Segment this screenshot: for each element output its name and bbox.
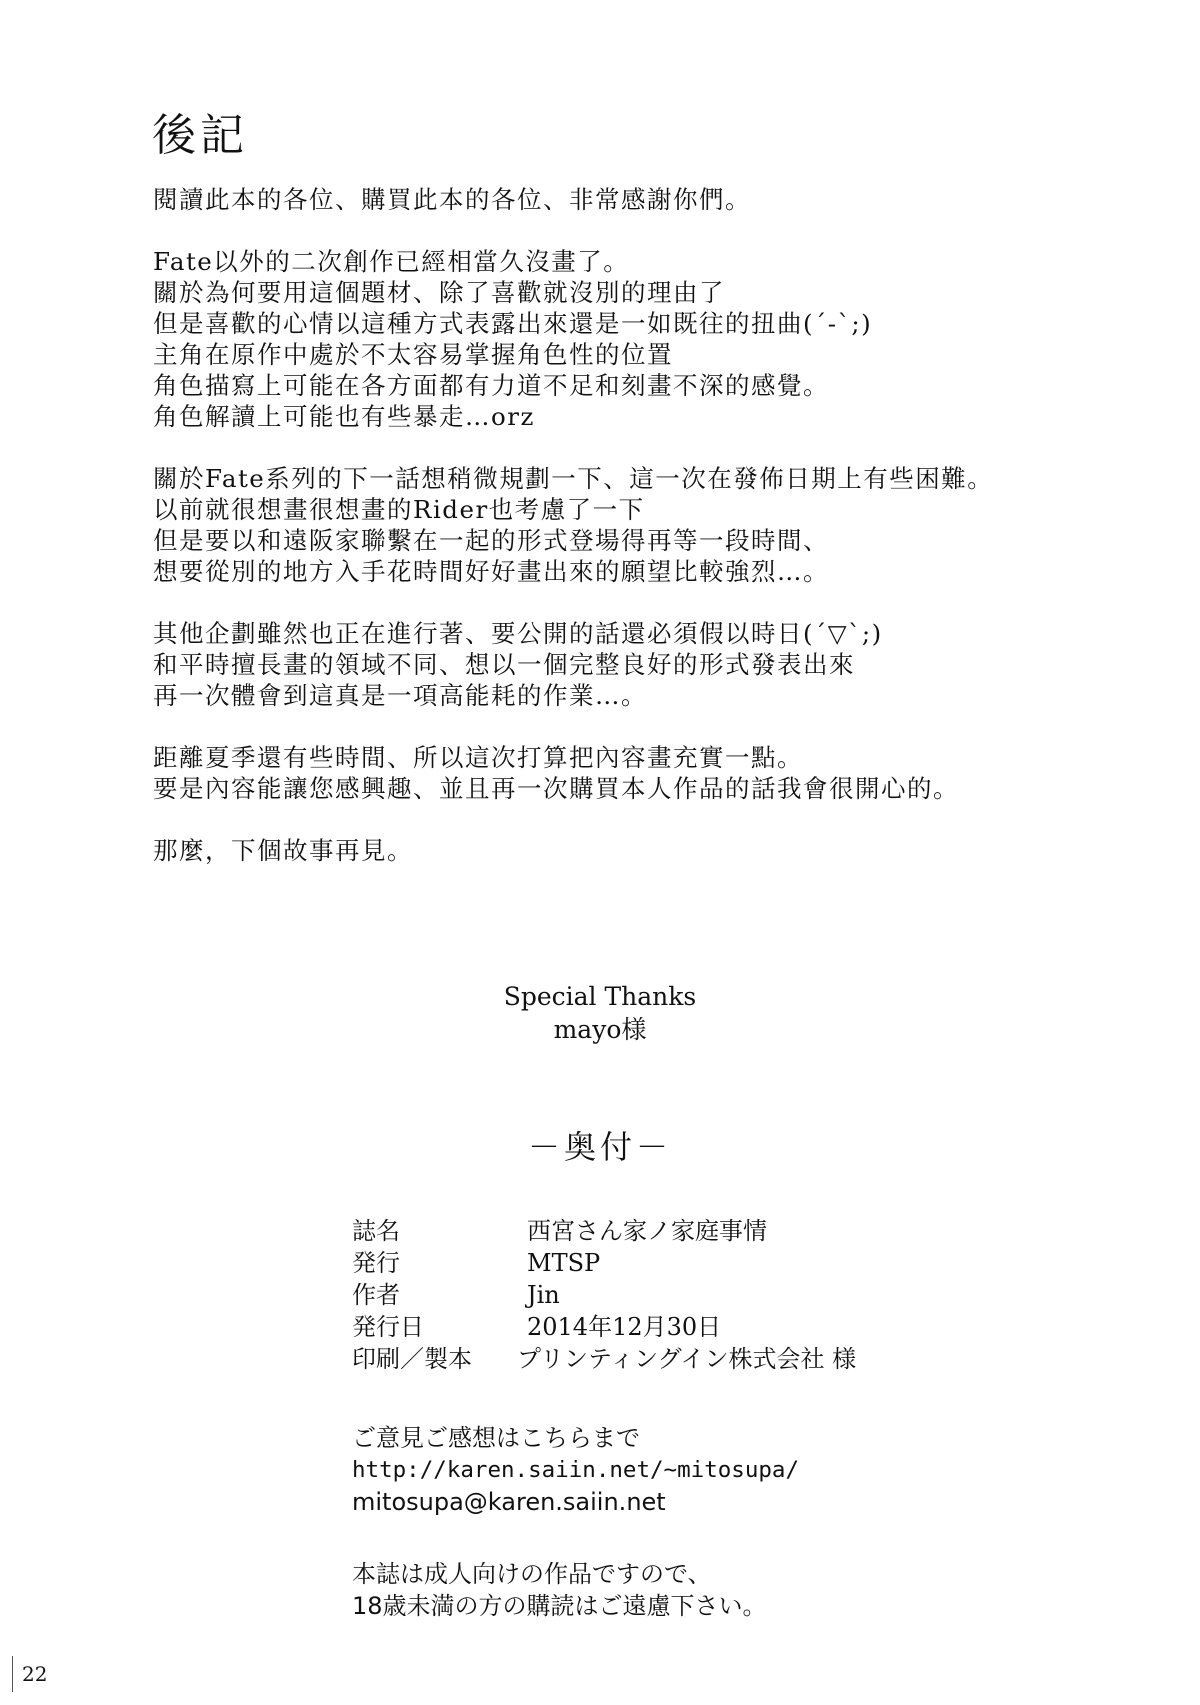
page-title: 後記 — [152, 110, 248, 161]
colophon-key: 誌名 — [352, 1217, 400, 1245]
text-line: 主角在原作中處於不太容易掌握角色性的位置 — [153, 340, 673, 369]
colophon-row — [352, 1247, 856, 1279]
contact-label: ご意見ご感想はこちらまで — [352, 1424, 640, 1452]
afterword-paragraph-4 — [153, 618, 1153, 711]
colophon-key: 発行日 — [352, 1313, 424, 1341]
colophon-value: MTSP — [527, 1249, 601, 1277]
colophon-key: 印刷／製本 — [352, 1345, 472, 1373]
afterword-paragraph-5 — [153, 742, 1153, 804]
contact-email: mitosupa@karen.saiin.net — [352, 1488, 666, 1516]
text-line: 要是內容能讓您感興趣、並且再一次購買本人作品的話我會很開心的。 — [153, 774, 959, 803]
contact-info — [352, 1422, 799, 1518]
colophon-value: プリンティングイン株式会社 様 — [517, 1345, 857, 1373]
colophon-key: 発行 — [352, 1249, 400, 1277]
colophon-value: 西宮さん家ノ家庭事情 — [527, 1217, 767, 1245]
colophon-table — [352, 1215, 856, 1375]
notice-line: 18歳未満の方の購読はご遠慮下さい。 — [352, 1592, 767, 1620]
page-number: 22 — [22, 1662, 48, 1686]
afterword-paragraph-3 — [153, 463, 1153, 587]
afterword-paragraph-6 — [153, 835, 1153, 866]
text-line: Fate以外的二次創作已經相當久沒畫了。 — [153, 247, 630, 276]
special-thanks-heading: Special Thanks — [503, 982, 697, 1011]
special-thanks-name: mayo様 — [553, 1015, 647, 1044]
colophon-row — [352, 1279, 856, 1311]
text-line: 再一次體會到這真是一項高能耗的作業…。 — [153, 681, 647, 710]
colophon-title: －奥付－ — [527, 1128, 672, 1166]
colophon-row — [352, 1311, 856, 1343]
text-line: 想要從別的地方入手花時間好好畫出來的願望比較強烈…。 — [153, 557, 829, 586]
notice-line: 本誌は成人向けの作品ですので、 — [352, 1560, 712, 1588]
text-line: 但是喜歡的心情以這種方式表露出來還是一如既往的扭曲(´-`;) — [153, 309, 873, 338]
colophon-value: Jin — [527, 1281, 560, 1309]
text-line: 閱讀此本的各位、購買此本的各位、非常感謝你們。 — [153, 185, 751, 214]
text-line: 關於為何要用這個題材、除了喜歡就沒別的理由了 — [153, 278, 725, 307]
afterword-body — [153, 184, 1153, 897]
text-line: 但是要以和遠阪家聯繫在一起的形式登場得再等一段時間、 — [153, 526, 829, 555]
colophon-value: 2014年12月30日 — [527, 1313, 722, 1341]
text-line: 那麼，下個故事再見。 — [153, 836, 413, 865]
text-line: 和平時擅長畫的領域不同、想以一個完整良好的形式發表出來 — [153, 650, 855, 679]
special-thanks — [0, 980, 1200, 1046]
page-edge-rule — [12, 1656, 13, 1692]
contact-url: http://karen.saiin.net/~mitosupa/ — [352, 1457, 800, 1483]
text-line: 關於Fate系列的下一話想稍微規劃一下、這一次在發佈日期上有些困難。 — [153, 464, 994, 493]
afterword-paragraph-2 — [153, 246, 1153, 432]
text-line: 角色描寫上可能在各方面都有力道不足和刻畫不深的感覺。 — [153, 371, 829, 400]
colophon-key: 作者 — [352, 1281, 400, 1309]
colophon-row — [352, 1215, 856, 1247]
colophon-row — [352, 1343, 856, 1375]
afterword-paragraph-1 — [153, 184, 1153, 215]
text-line: 其他企劃雖然也正在進行著、要公開的話還必須假以時日(´▽`;) — [153, 619, 883, 648]
age-notice — [352, 1558, 767, 1622]
text-line: 以前就很想畫很想畫的Rider也考慮了一下 — [153, 495, 645, 524]
text-line: 角色解讀上可能也有些暴走…orz — [153, 402, 535, 431]
text-line: 距離夏季還有些時間、所以這次打算把內容畫充實一點。 — [153, 743, 803, 772]
